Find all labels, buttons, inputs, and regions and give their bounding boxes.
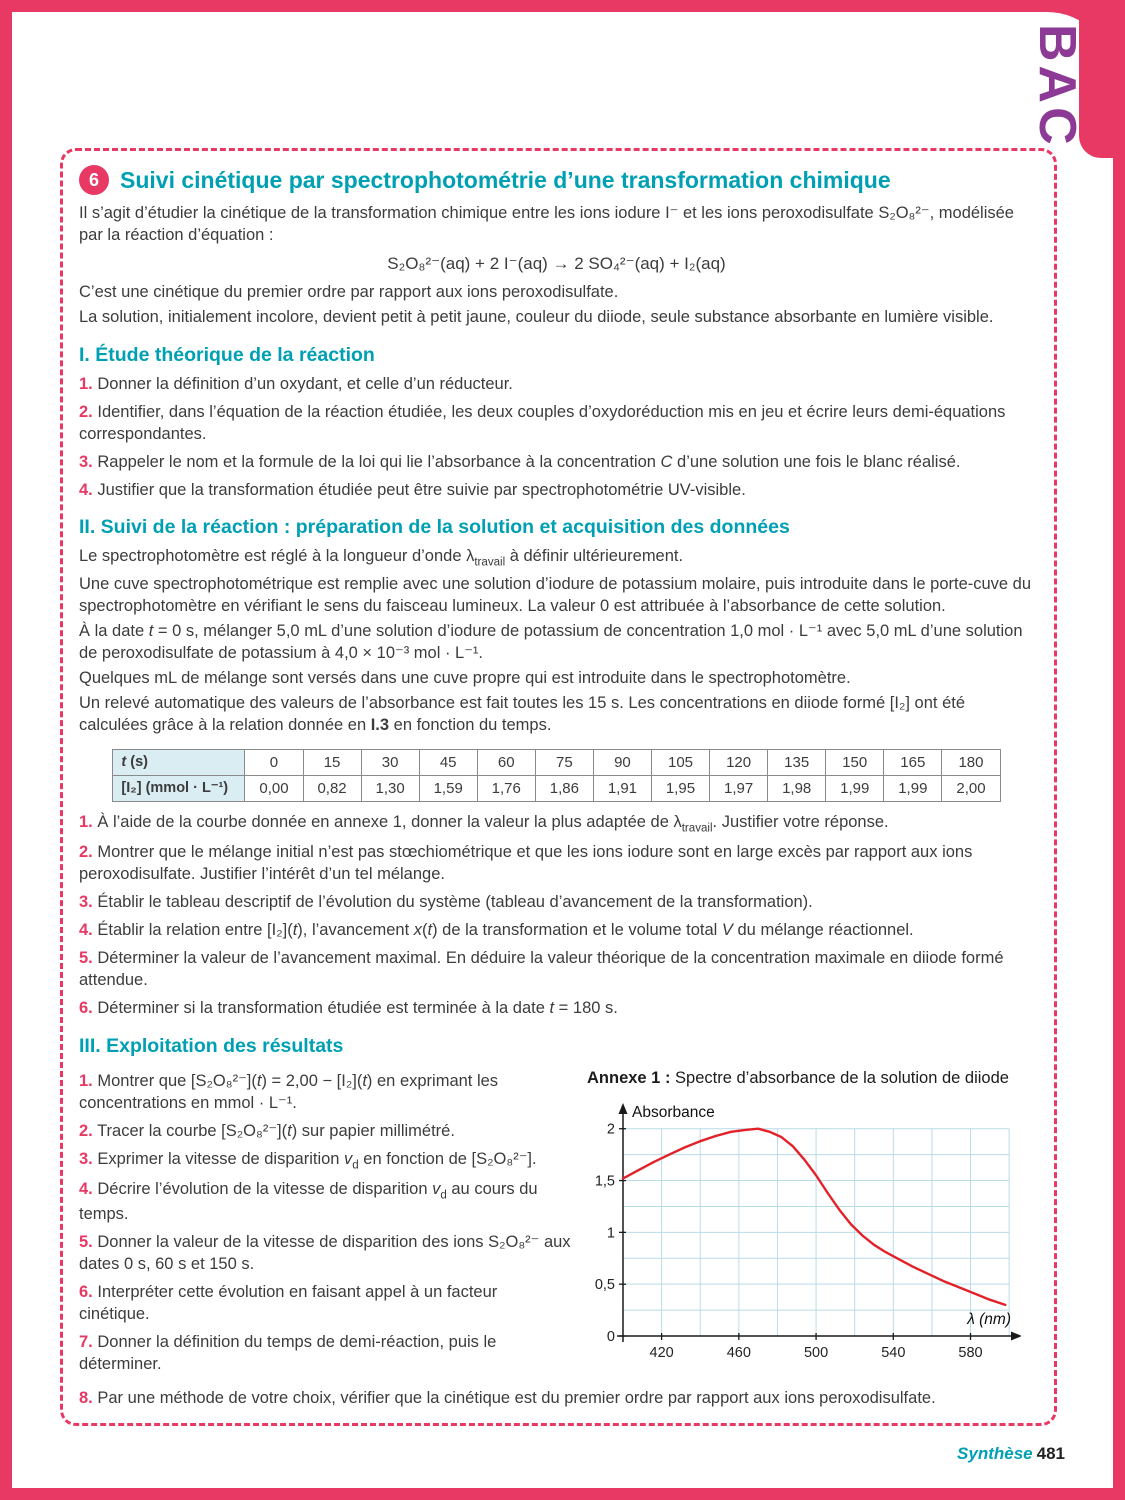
table-cell: 75	[535, 749, 593, 775]
x-axis-arrow	[1011, 1331, 1021, 1340]
table-cell: 1,99	[826, 775, 884, 801]
section-2-paragraph: Un relevé automatique des valeurs de l’absorbance est fait toutes les 15 s. Les concentrations en diiode formé [I₂] ont été calculées grâce à la relation donnée en I.3 en fonction du temps.	[79, 693, 966, 734]
question-text: Identifier, dans l’équation de la réaction étudiée, les deux couples d’oxydoréduction mis en jeu et écrire leurs demi-équations correspondantes.	[79, 402, 1006, 443]
table-cell: 60	[477, 749, 535, 775]
section-1-heading: I. Étude théorique de la réaction	[79, 343, 375, 366]
section-3-heading: III. Exploitation des résultats	[79, 1034, 344, 1057]
section-2-paragraph: Quelques mL de mélange sont versés dans une cuve propre qui est introduite dans le spectrophotomètre.	[79, 668, 851, 687]
table-cell: 30	[361, 749, 419, 775]
question-number: 3.	[79, 893, 93, 912]
bac-label: BAC	[1028, 24, 1086, 149]
concentration-table	[112, 749, 1000, 802]
question-text: Établir la relation entre [I₂](t), l’avancement x(t) de la transformation et le volume total V du mélange réactionnel.	[97, 921, 914, 940]
question-text: Par une méthode de votre choix, vérifier que la cinétique est du premier ordre par rapport aux ions peroxodisulfate.	[97, 1388, 936, 1407]
question-text: Tracer la courbe [S₂O₈²⁻](t) sur papier millimétré.	[97, 1121, 455, 1140]
question-ii3	[79, 892, 1034, 914]
annexe-caption-text: Spectre d’absorbance de la solution de diiode	[675, 1068, 1009, 1087]
question-number: 2.	[79, 402, 93, 421]
page	[12, 12, 1113, 1488]
table-cell: 1,91	[593, 775, 651, 801]
x-axis-title: λ (nm)	[967, 1310, 1011, 1328]
question-ii2	[79, 842, 1034, 886]
section-2-paragraph: À la date t = 0 s, mélanger 5,0 mL d’une solution d’iodure de potassium de concentration 1,0 mol · L⁻¹ avec 5,0 mL d’une solution de peroxodisulfate de potassium à 4,0 × 10⁻³ mol · L⁻¹.	[79, 621, 1023, 662]
question-text: À l’aide de la courbe donnée en annexe 1, donner la valeur la plus adaptée de $\lambda_{travail}$. Justifier votre réponse.	[97, 812, 889, 834]
table-cell: 135	[768, 749, 826, 775]
exercise-title: Suivi cinétique par spectrophotométrie d’une transformation chimique	[120, 166, 891, 193]
question-text: Interpréter cette évolution en faisant appel à un facteur cinétique.	[79, 1282, 498, 1323]
question-number: 4.	[79, 1180, 93, 1199]
question-text: Montrer que [S₂O₈²⁻](t) = 2,00 − [I₂](t) en exprimant les concentrations en mmol · L⁻¹.	[79, 1071, 499, 1112]
table-row	[113, 749, 1000, 775]
question-number: 3.	[79, 452, 93, 471]
table-cell: 165	[884, 749, 942, 775]
y-tick-label: 1,5	[594, 1173, 615, 1190]
annexe-column	[571, 1065, 1034, 1382]
section-2-paragraph: Le spectrophotomètre est réglé à la longueur d’onde $\lambda_{travail}$ à définir ultérieurement.	[79, 547, 684, 569]
question-text: Déterminer la valeur de l’avancement maximal. En déduire la valeur théorique de la concentration maximale en diiode formé attendue.	[79, 949, 1004, 989]
table-cell: 0,00	[245, 775, 303, 801]
question-text: Montrer que le mélange initial n’est pas stœchiométrique et que les ions iodure sont en large excès par rapport aux ions peroxodisulfate. Justifier l’intérêt d’un tel mélange.	[79, 843, 973, 884]
question-number: 5.	[79, 949, 93, 968]
x-tick-label: 500	[803, 1344, 829, 1361]
table-cell: 45	[419, 749, 477, 775]
question-text: Donner la définition d’un oxydant, et celle d’un réducteur.	[97, 374, 513, 393]
question-number: 1.	[79, 1071, 93, 1090]
exercise-number-badge: 6	[79, 165, 109, 195]
question-number: 2.	[79, 843, 93, 862]
section-3-questions-column	[79, 1065, 571, 1382]
question-iii6	[79, 1282, 571, 1326]
question-text: Donner la définition du temps de demi-réaction, puis le déterminer.	[79, 1332, 497, 1373]
table-cell: 180	[942, 749, 1000, 775]
question-iii2	[79, 1121, 571, 1143]
x-tick-label: 540	[881, 1344, 906, 1361]
intro-paragraph-1: Il s’agit d’étudier la cinétique de la transformation chimique entre les ions iodure I⁻ et les ions peroxodisulfate S₂O₈²⁻, modélisée par la réaction d’équation :	[79, 204, 1014, 244]
question-number: 2.	[79, 1121, 93, 1140]
question-number: 7.	[79, 1332, 93, 1351]
table-cell: 1,30	[361, 775, 419, 801]
question-ii1	[79, 812, 1034, 837]
question-text: Donner la valeur de la vitesse de disparition des ions S₂O₈²⁻ aux dates 0 s, 60 s et 150 s.	[79, 1232, 571, 1273]
question-ii4	[79, 920, 1034, 942]
question-number: 6.	[79, 998, 93, 1017]
footer-page-number: 481	[1036, 1444, 1065, 1463]
exercise-header	[79, 165, 1034, 195]
question-number: 1.	[79, 812, 93, 831]
question-number: 1.	[79, 374, 93, 393]
table-row	[113, 775, 1000, 801]
question-i2	[79, 402, 1034, 446]
x-tick-label: 580	[958, 1344, 983, 1361]
question-number: 5.	[79, 1232, 93, 1251]
question-text: Décrire l’évolution de la vitesse de disparition $v_d$ au cours du temps.	[79, 1180, 538, 1223]
question-iii3	[79, 1149, 571, 1174]
table-cell: 1,59	[419, 775, 477, 801]
table-cell: 1,98	[768, 775, 826, 801]
question-text: Déterminer si la transformation étudiée est terminée à la date t = 180 s.	[97, 998, 618, 1017]
table-cell: 0,82	[303, 775, 361, 801]
question-number: 4.	[79, 480, 93, 499]
question-text: Exprimer la vitesse de disparition $v_d$ en fonction de [S₂O₈²⁻].	[97, 1149, 537, 1171]
table-cell: 0	[245, 749, 303, 775]
question-i4	[79, 480, 1034, 502]
page-footer	[957, 1444, 1065, 1464]
section-2-heading: II. Suivi de la réaction : préparation de la solution et acquisition des données	[79, 516, 790, 539]
table-cell: 1,76	[477, 775, 535, 801]
x-tick-label: 460	[726, 1344, 751, 1361]
question-number: 6.	[79, 1282, 93, 1301]
question-number: 4.	[79, 921, 93, 940]
table-cell: 2,00	[942, 775, 1000, 801]
absorbance-spectrum-chart	[589, 1098, 1021, 1366]
question-number: 8.	[79, 1388, 93, 1407]
question-iii4	[79, 1179, 571, 1226]
y-tick-label: 0	[606, 1328, 615, 1345]
question-iii1	[79, 1071, 571, 1115]
table-cell: 120	[710, 749, 768, 775]
reaction-equation: S₂O₈²⁻(aq) + 2 I⁻(aq) → 2 SO₄²⁻(aq) + I₂(aq)	[387, 253, 726, 273]
question-i3	[79, 452, 1034, 474]
footer-section-label: Synthèse	[957, 1444, 1033, 1463]
question-iii8	[79, 1388, 1034, 1410]
table-cell: 90	[593, 749, 651, 775]
table-cell: 15	[303, 749, 361, 775]
question-number: 3.	[79, 1149, 93, 1168]
question-ii6	[79, 998, 1034, 1020]
y-tick-label: 2	[606, 1121, 615, 1138]
table-row-header: t (s)	[113, 749, 245, 775]
question-i1	[79, 374, 1034, 396]
table-row-header: [I₂] (mmol · L⁻¹)	[113, 775, 245, 801]
question-iii5	[79, 1232, 571, 1276]
annexe-label: Annexe 1 :	[587, 1068, 671, 1087]
table-cell: 1,86	[535, 775, 593, 801]
question-text: Établir le tableau descriptif de l’évolution du système (tableau d’avancement de la transformation).	[97, 893, 813, 912]
intro-paragraph-3: La solution, initialement incolore, devient petit à petit jaune, couleur du diiode, seule substance absorbante en lumière visible.	[79, 307, 994, 326]
table-cell: 150	[826, 749, 884, 775]
y-axis-title: Absorbance	[632, 1103, 715, 1121]
x-tick-label: 420	[649, 1344, 674, 1361]
table-cell: 1,99	[884, 775, 942, 801]
question-ii5	[79, 948, 1034, 992]
section-2-paragraph: Une cuve spectrophotométrique est remplie avec une solution d’iodure de potassium molaire, puis introduite dans le porte-cuve du spectrophotomètre en vérifiant le sens du faisceau lumineux. La valeur 0 est attribuée à l’absorbance de cette solution.	[79, 575, 1032, 616]
question-text: Justifier que la transformation étudiée peut être suivie par spectrophotométrie UV-visible.	[97, 480, 746, 499]
question-iii7	[79, 1332, 571, 1376]
exercise-box	[60, 148, 1057, 1426]
y-axis-arrow	[619, 1103, 628, 1114]
y-tick-label: 0,5	[594, 1277, 615, 1294]
table-cell: 105	[651, 749, 709, 775]
y-tick-label: 1	[606, 1225, 615, 1242]
annexe-caption	[587, 1069, 1034, 1088]
table-cell: 1,97	[710, 775, 768, 801]
question-text: Rappeler le nom et la formule de la loi qui lie l’absorbance à la concentration C d’une solution une fois le blanc réalisé.	[97, 452, 961, 471]
section-3-columns	[79, 1065, 1034, 1382]
intro-paragraph-2: C’est une cinétique du premier ordre par rapport aux ions peroxodisulfate.	[79, 282, 619, 301]
table-cell: 1,95	[651, 775, 709, 801]
